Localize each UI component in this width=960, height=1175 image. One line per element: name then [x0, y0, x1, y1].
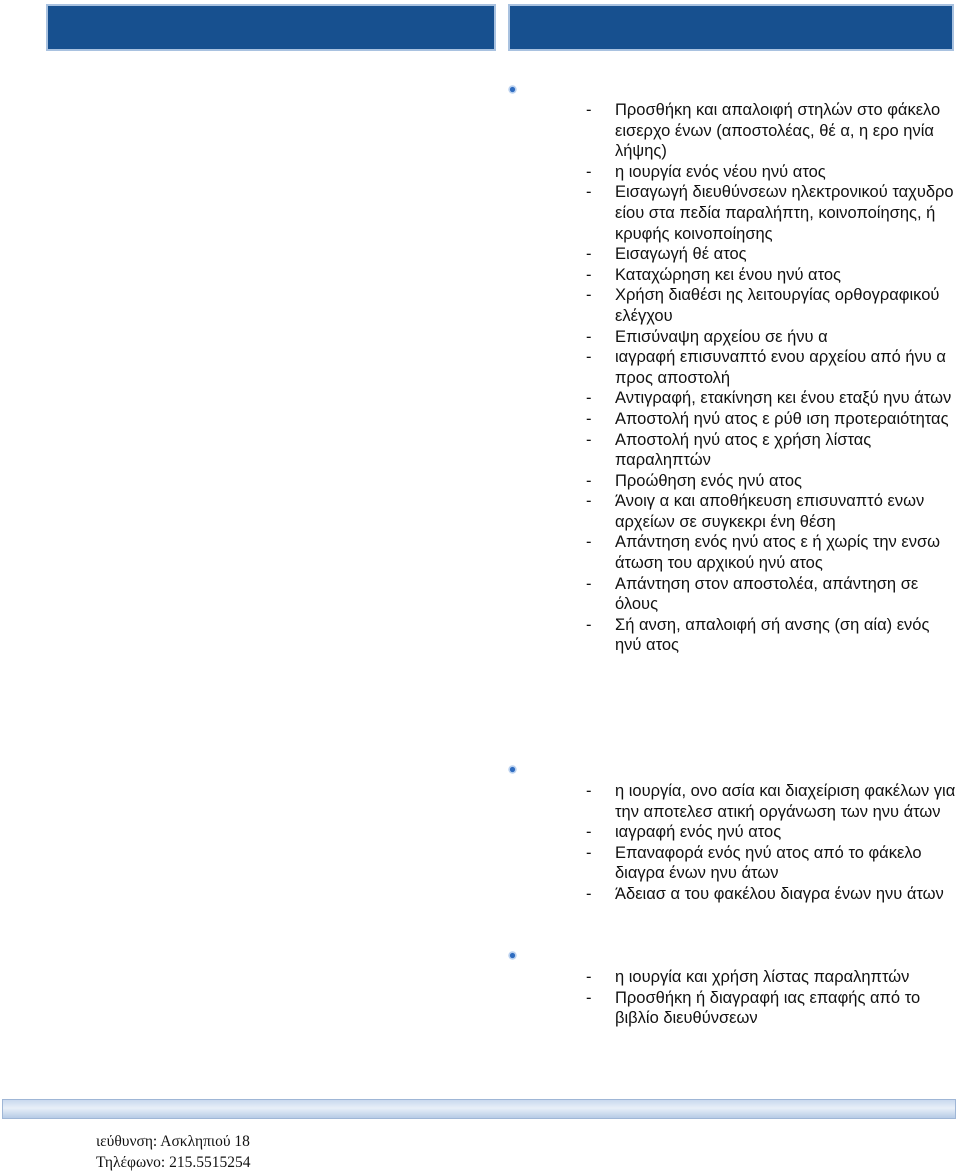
dash-marker: - [586, 327, 592, 346]
list-item-text: Εισαγωγή θέ ατος [615, 245, 747, 264]
dash-marker: - [586, 782, 592, 800]
list-item [586, 388, 956, 409]
dash-marker: - [586, 101, 592, 119]
dash-marker: - [586, 533, 592, 552]
footer-phone: Τηλέφωνο: 215.5515254 [96, 1154, 251, 1171]
dash-marker: - [586, 615, 592, 634]
list-item [586, 781, 956, 822]
bullet-dot-icon [507, 84, 518, 95]
list-item [586, 843, 956, 884]
list-item-text: Επαναφορά ενός ηνύ ατος από το φάκελο διαγρα ένων ηνυ άτων [615, 843, 922, 883]
dash-marker: - [586, 389, 592, 408]
list-item-text: Εισαγωγή διευθύνσεων ηλεκτρονικού ταχυδρο είου στα πεδία παραλήπτη, κοινοποίησης, ή κρυφής κοινοποίησης [615, 183, 954, 243]
dash-marker: - [586, 265, 592, 284]
list-item [586, 265, 956, 286]
list-item-text: η ιουργία και χρήση λίστας παραληπτών [615, 968, 910, 986]
list-item-text: η ιουργία ενός νέου ηνύ ατος [615, 162, 826, 181]
list-item-text: ιαγραφή ενός ηνύ ατος [615, 823, 782, 842]
list-item [586, 244, 956, 265]
list-item-text: Άνοιγ α και αποθήκευση επισυναπτό ενων αρχείων σε συγκεκρι ένη θέση [615, 492, 925, 531]
dash-marker: - [586, 823, 592, 842]
list-item-text: Αποστολή ηνύ ατος ε ρύθ ιση προτεραιότητας [615, 409, 949, 428]
list-item-text: Καταχώρηση κει ένου ηνύ ατος [615, 265, 842, 284]
dash-marker: - [586, 492, 592, 511]
list-item-text: Άδειασ α του φακέλου διαγρα ένων ηνυ άτων [615, 884, 944, 903]
dash-marker: - [586, 286, 592, 305]
list-item [586, 471, 956, 492]
list-item [586, 285, 956, 326]
dash-marker: - [586, 245, 592, 264]
list-item-text: Προσθήκη ή διαγραφή ιας επαφής από το βιβλίο διευθύνσεων [615, 988, 921, 1028]
list-item-text: Επισύναψη αρχείου σε ήνυ α [615, 327, 828, 346]
footer-address: ιεύθυνση: Ασκληπιού 18 [96, 1133, 250, 1150]
list-item [586, 430, 956, 471]
list-item [586, 822, 956, 843]
dash-marker: - [586, 348, 592, 367]
list-item [586, 409, 956, 430]
header-panel-left [46, 4, 496, 51]
list-item-text: Σή ανση, απαλοιφή σή ανσης (ση αία) ενός ηνύ ατος [615, 615, 930, 655]
header-panel-right [508, 4, 954, 51]
list-item [586, 491, 956, 532]
list-item [586, 100, 956, 162]
topic-list [586, 967, 956, 1029]
list-item-text: ιαγραφή επισυναπτό ενου αρχείου από ήνυ α προς αποστολή [615, 348, 946, 387]
list-item [586, 615, 956, 656]
list-item [586, 327, 956, 348]
dash-marker: - [586, 988, 592, 1007]
list-item [586, 574, 956, 615]
list-item-text: Αποστολή ηνύ ατος ε χρήση λίστας παραληπτών [615, 430, 872, 470]
dash-marker: - [586, 409, 592, 428]
list-item-text: Αντιγραφή, ετακίνηση κει ένου εταξύ ηνυ άτων [615, 389, 952, 408]
dash-marker: - [586, 430, 592, 449]
topic-list [586, 781, 956, 905]
list-item-text: η ιουργία, ονο ασία και διαχείριση φακέλων για την αποτελεσ ατική οργάνωση των ηνυ άτων [615, 782, 956, 821]
footer-bar [2, 1099, 956, 1119]
bullet-dot-icon [507, 950, 518, 961]
list-item-text: Προσθήκη και απαλοιφή στηλών στο φάκελο εισερχο ένων (αποστολέας, θέ α, η ερο ηνία λήψης) [615, 101, 941, 161]
dash-marker: - [586, 884, 592, 903]
list-item-text: Απάντηση ενός ηνύ ατος ε ή χωρίς την ενσω άτωση του αρχικού ηνύ ατος [615, 533, 941, 573]
dash-marker: - [586, 183, 592, 202]
list-item [586, 884, 956, 905]
list-item [586, 988, 956, 1029]
dash-marker: - [586, 471, 592, 490]
list-item [586, 532, 956, 573]
list-item [586, 182, 956, 244]
dash-marker: - [586, 968, 592, 986]
dash-marker: - [586, 574, 592, 593]
dash-marker: - [586, 162, 592, 181]
list-item-text: Χρήση διαθέσι ης λειτουργίας ορθογραφικού ελέγχου [615, 286, 940, 325]
topic-list [586, 100, 956, 656]
list-item [586, 347, 956, 388]
bullet-dot-icon [507, 764, 518, 775]
list-item-text: Απάντηση στον αποστολέα, απάντηση σε όλους [615, 574, 919, 614]
list-item [586, 162, 956, 183]
dash-marker: - [586, 843, 592, 862]
list-item-text: Προώθηση ενός ηνύ ατος [615, 471, 802, 490]
list-item [586, 967, 956, 988]
